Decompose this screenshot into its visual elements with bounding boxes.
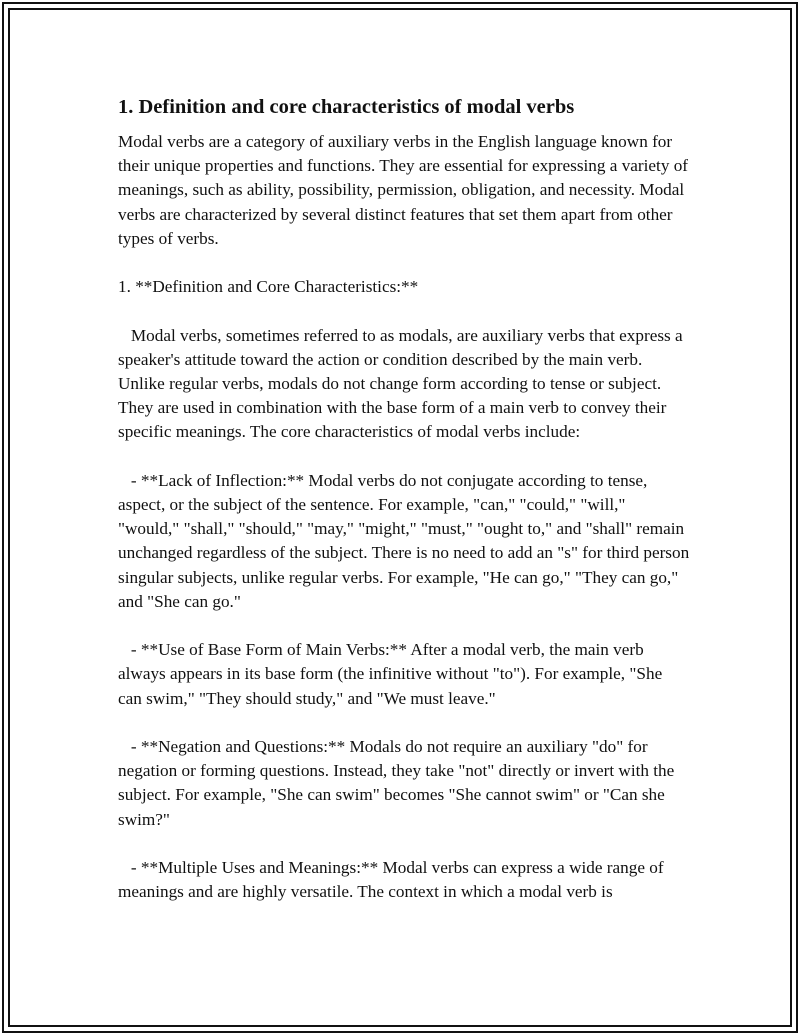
bullet-base-form: - **Use of Base Form of Main Verbs:** After a modal verb, the main verb always appears in its base form (the infinitive without "to"). For example, "She can swim," "They should study," and "We must leave." bbox=[118, 640, 667, 708]
intro-paragraph: Modal verbs are a category of auxiliary verbs in the English language known for their unique properties and functions. They are essential for expressing a variety of meanings, such as ability, possibility, permission, obligation, and necessity. Modal verbs are characterized by several distinct features that set them apart from other types of verbs. bbox=[118, 132, 693, 248]
list-item-heading: 1. **Definition and Core Characteristics:** bbox=[118, 277, 419, 297]
document-body bbox=[118, 94, 694, 929]
definition-paragraph: Modal verbs, sometimes referred to as modals, are auxiliary verbs that express a speaker's attitude toward the action or condition described by the main verb. Unlike regular verbs, modals do not change form according to tense or subject. They are used in combination with the base form of a main verb to convey their specific meanings. The core characteristics of modal verbs include: bbox=[118, 325, 687, 442]
bullet-negation-questions: - **Negation and Questions:** Modals do not require an auxiliary "do" for negation or forming questions. Instead, they take "not" directly or invert with the subject. For example, "She can swim" becomes "She cannot swim" or "Can she swim?" bbox=[118, 737, 679, 829]
bullet-multiple-uses: - **Multiple Uses and Meanings:** Modal verbs can express a wide range of meanings and are highly versatile. The context in which a modal verb is bbox=[118, 858, 668, 902]
bullet-lack-of-inflection: - **Lack of Inflection:** Modal verbs do not conjugate according to tense, aspect, or the subject of the sentence. For example, "can," "could," "will," "would," "shall," "should," "may," "might," "must," "ought to," and "shall" remain unchanged regardless of the subject. There is no need to add an "s" for third person singular subjects, unlike regular verbs. For example, "He can go," "They can go," and "She can go." bbox=[118, 470, 694, 611]
section-heading: 1. Definition and core characteristics of modal verbs bbox=[118, 96, 575, 118]
